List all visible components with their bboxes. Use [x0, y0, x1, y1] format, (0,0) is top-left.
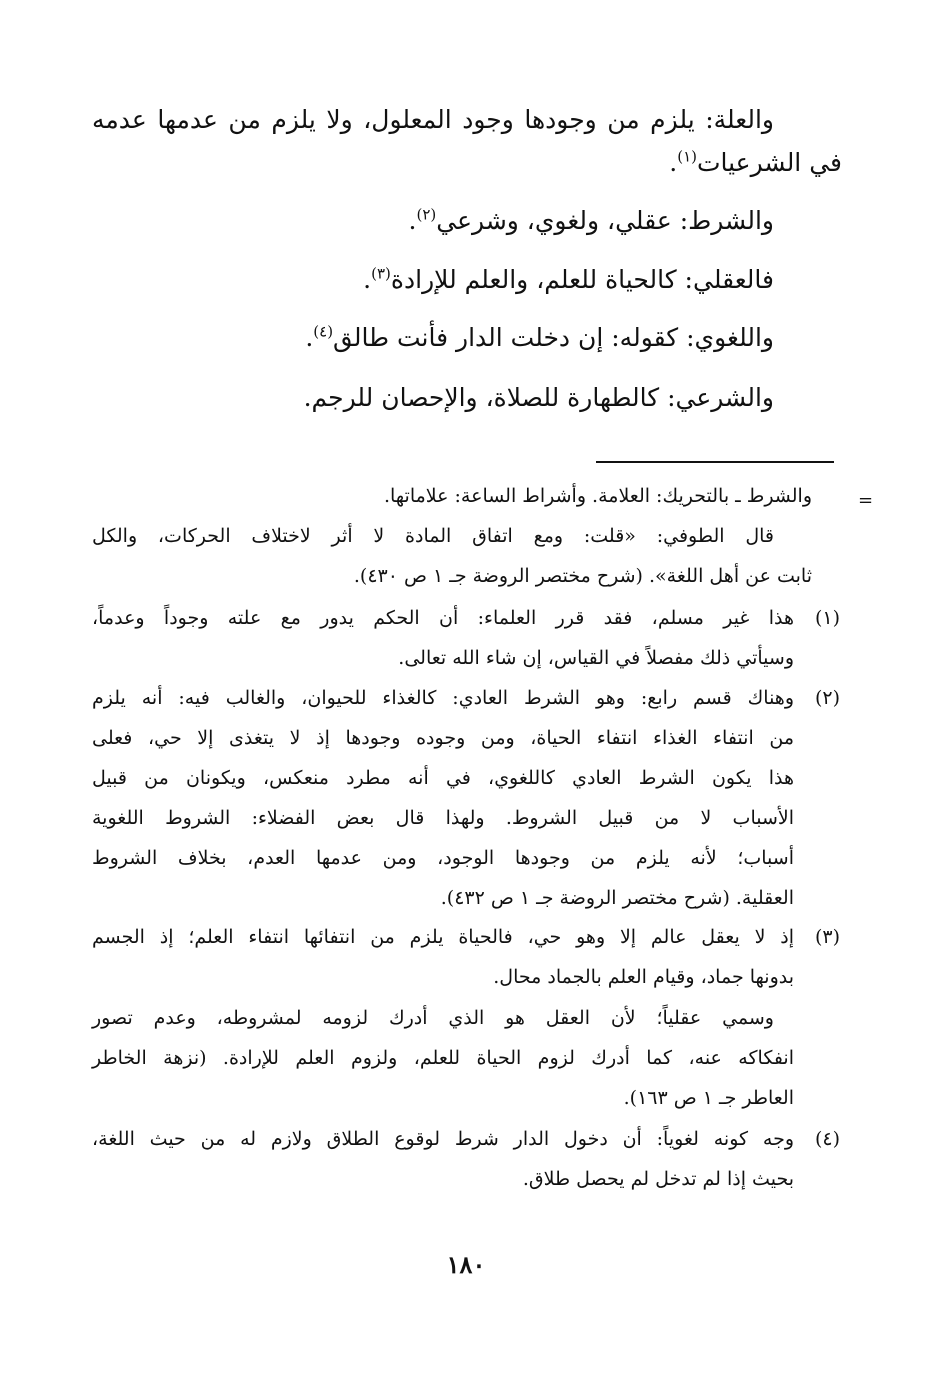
footnote-cont-para3 — [92, 561, 812, 601]
footnote-cont-line1: والشرط ـ بالتحريك: العلامة. وأشراط الساعة: علاماتها. — [383, 485, 812, 507]
footnote-2 — [92, 683, 794, 923]
footnote-1 — [92, 603, 794, 683]
footnote-2-line4: الأسباب لا من قبيل الشروط. ولهذا قال بعض الفضلاء: الشروط اللغوية — [92, 807, 794, 829]
main-para3-dot: . — [363, 265, 372, 294]
footnote-4-line1: وجه كونه لغوياً: أن دخول الدار شرط لوقوع الطلاق ولازم له من حيث اللغة، — [92, 1128, 794, 1150]
main-para4-dot: . — [305, 323, 314, 352]
main-para5: والشرعي: كالطهارة للصلاة، والإحصان للرجم. — [303, 383, 774, 412]
footnote-cont-line2: قال الطوفي: «قلت: ومع اتفاق المادة لا أثر لاختلاف الحركات، والكل — [92, 525, 775, 547]
footnote-ref-2: (٢) — [416, 205, 437, 224]
footnote-cont-line3: ثابت عن أهل اللغة». (شرح مختصر الروضة جـ ١ ص ٤٣٠). — [353, 565, 812, 587]
footnote-1-number: (١) — [814, 607, 840, 629]
main-para4 — [305, 320, 774, 356]
footnote-3-line1: إذ لا يعقل عالم إلا وهو حي، فالحياة يلزم من انتفائها انتفاء العلم؛ إذ الجسم — [92, 926, 794, 948]
footnote-3-para2 — [92, 1003, 774, 1043]
main-para2-text: والشرط: عقلي، ولغوي، وشرعي — [436, 206, 774, 235]
main-para2 — [409, 203, 774, 239]
footnote-3-line5: العاطر جـ ١ ص ١٦٣). — [623, 1087, 794, 1109]
footnote-1-line1: هذا غير مسلم، فقد قرر العلماء: أن الحكم يدور مع علته وجوداً وعدماً، — [92, 607, 794, 629]
main-para3 — [363, 262, 774, 298]
footnote-2-line2: من انتفاء الغذاء انتفاء الحياة، ومن وجوده وجودها إذ لا يتغذى إلا حي، فعلى — [92, 727, 794, 749]
footnote-2-line5: أسباب؛ لأنه يلزم من وجودها الوجود، ومن عدمها العدم، بخلاف الشروط — [92, 847, 794, 869]
footnote-3-para2-cont — [92, 1043, 794, 1123]
main-para1-line1: والعلة: يلزم من وجودها وجود المعلول، ولا يلزم من عدمها عدمه — [92, 105, 774, 134]
footnote-3 — [92, 922, 794, 1002]
footnote-ref-3: (٣) — [371, 264, 391, 283]
footnote-3-number: (٣) — [814, 926, 840, 948]
main-para1-line2 — [669, 145, 842, 181]
footnote-3-line2: بدونها جماد، وقيام العلم بالجماد محال. — [493, 966, 794, 988]
footnote-4-number: (٤) — [814, 1128, 840, 1150]
main-para1-line2-text: في الشرعيات — [696, 148, 842, 177]
footnote-3-line4: انفكاكه عنه، كما أدرك لزوم الحياة للعلم، ولزوم العلم للإرادة. (نزهة الخاطر — [92, 1047, 794, 1069]
footnote-3-line3: وسمي عقلياً؛ لأن العقل هو الذي أدرك لزومه لمشروطه، وعدم تصور — [92, 1007, 774, 1029]
footnote-cont-para2 — [92, 521, 774, 561]
main-para2-dot: . — [408, 206, 417, 235]
page-number: ١٨٠ — [446, 1250, 486, 1279]
footnote-2-number: (٢) — [814, 687, 840, 709]
main-para3-text: فالعقلي: كالحياة للعلم، والعلم للإرادة — [390, 265, 774, 294]
footnote-4-line2: بحيث إذا لم تدخل لم يحصل طلاق. — [522, 1168, 794, 1190]
footnote-separator — [596, 461, 834, 463]
continuation-mark: = — [858, 490, 874, 511]
footnote-ref-4: (٤) — [313, 322, 334, 341]
footnote-1-line2: وسيأتي ذلك مفصلاً في القياس، إن شاء الله تعالى. — [398, 647, 794, 669]
footnote-2-line6: العقلية. (شرح مختصر الروضة جـ ١ ص ٤٣٢). — [440, 887, 794, 909]
main-para4-text: واللغوي: كقوله: إن دخلت الدار فأنت طالق — [333, 323, 774, 352]
footnote-2-line3: هذا يكون الشرط العادي كاللغوي، في أنه مطرد منعكس، ويكونان من قبيل — [92, 767, 794, 789]
main-para1-dot: . — [669, 148, 678, 177]
footnote-4 — [92, 1124, 794, 1204]
footnote-2-line1: وهناك قسم رابع: وهو الشرط العادي: كالغذاء للحيوان، والغالب فيه: أنه يلزم — [92, 687, 794, 709]
footnote-ref-1: (١) — [677, 147, 697, 166]
